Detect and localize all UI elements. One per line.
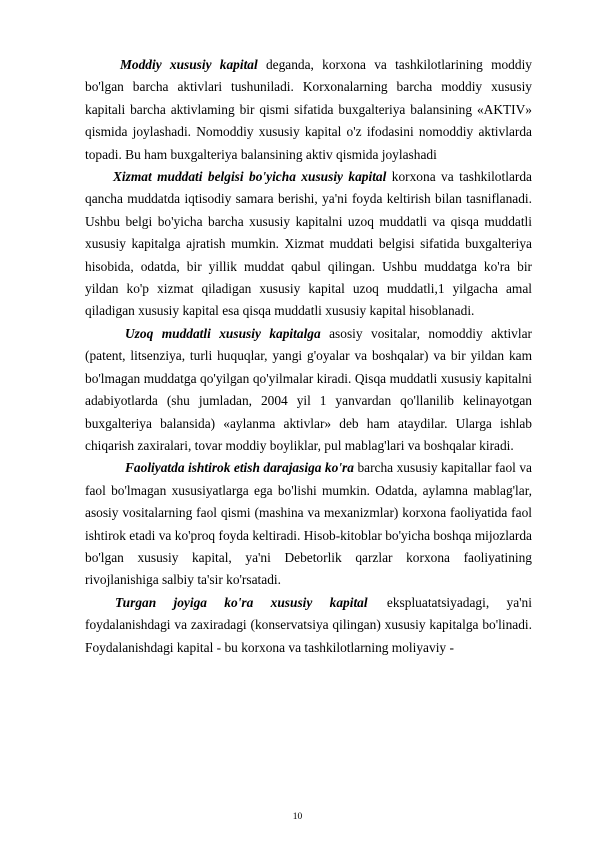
term-moddiy-xususiy-kapital: Moddiy xususiy kapital [120,57,258,72]
page-number: 10 [292,812,303,822]
term-xizmat-muddati: Xizmat muddati belgisi bo'yicha xususiy kapital [113,169,387,185]
paragraph-body: korxona va tashkilotlarda qancha muddatda iqtisodiy samara berishi, ya'ni foyda keltirish bilan tasniflanadi. Ushbu belgi bo'yicha barcha xususiy kapitalni uzoq muddatli va qisqa muddatli xususiy kapitalga ajratish mumkin. Xizmat muddati belgisi sifatida buxgalteriya hisobida, odatda, bir yillik muddat qabul qilingan. Ushbu muddatga ko'ra bir yildan ko'p xizmat qiladigan xususiy kapital uzoq muddatli,1 yilgacha amal qiladigan xususiy kapital esa qisqa muddatli xususiy kapital hisoblanadi. [85,169,532,319]
paragraph-body: barcha xususiy kapitallar faol va faol bo'lmagan xususiyatlarga ega bo'lishi mumkin. Odatda, aylamna mablag'lar, asosiy vositalarning faol qismi (mashina va mexanizmlar) korxona faoliyatida faol ishtirok etadi va ko'proq foyda keltiradi. Hisob-kitoblar bo'yicha boshqa mijozlarda bo'lgan xususiy kapital, ya'ni Debetorlik qarzlar korxona faoliyatining rivojlanishiga salbiy ta'sir ko'rsatadi. [85,460,532,588]
paragraph-turgan-joyiga [85,592,532,659]
paragraph-body: deganda, korxona va tashkilotlarining moddiy bo'lgan barcha aktivlari tushuniladi. Korxonalarning barcha moddiy xususiy kapitali barcha aktivlaming bir qismi sifatida buxgalteriya balansining «AKTIV» qismida joylashadi. Nomoddiy xususiy kapital o'z ifodasini nomoddiy aktivlarda topadi. Bu ham buxgalteriya balansining aktiv qismida joylashadi [85,57,532,162]
paragraph-uzoq-muddatli [85,323,532,457]
paragraph-body: ekspluatatsiyadagi, ya'ni foydalanishdagi va zaxiradagi (konservatsiya qilingan) xususiy kapitalga bo'linadi. Foydalanishdagi kapital - bu korxona va tashkilotlarning moliyaviy - [85,594,532,655]
term-uzoq-muddatli: Uzoq muddatli xususiy kapitalga [125,325,321,341]
paragraph-xizmat-muddati [85,166,532,323]
paragraph-moddiy-xususiy-kapital [85,54,532,166]
term-turgan-joyiga: Turgan joyiga ko'ra xususiy kapital [115,594,368,610]
paragraph-body: asosiy vositalar, nomoddiy aktivlar (patent, litsenziya, turli huquqlar, yangi g'oyalar va boshqalar) va bir yildan kam bo'lmagan muddatga qo'yilgan qo'yilmalar kiradi. Qisqa muddatli xususiy kapitalni adabiyotlarda (shu jumladan, 2004 yil 1 yanvardan qo'llanilib kelinayotgan buxgalteriya balansida) «aylanma aktivlar» deb ham ataydilar. Ularga ishlab chiqarish zaxiralari, tovar moddiy boyliklar, pul mablag'lari va boshqalar kiradi. [85,325,533,453]
term-faoliyatda-ishtirok: Faoliyatda ishtirok etish darajasiga ko'ra [125,460,354,476]
paragraph-faoliyatda-ishtirok [85,457,532,591]
document-page [85,54,532,659]
